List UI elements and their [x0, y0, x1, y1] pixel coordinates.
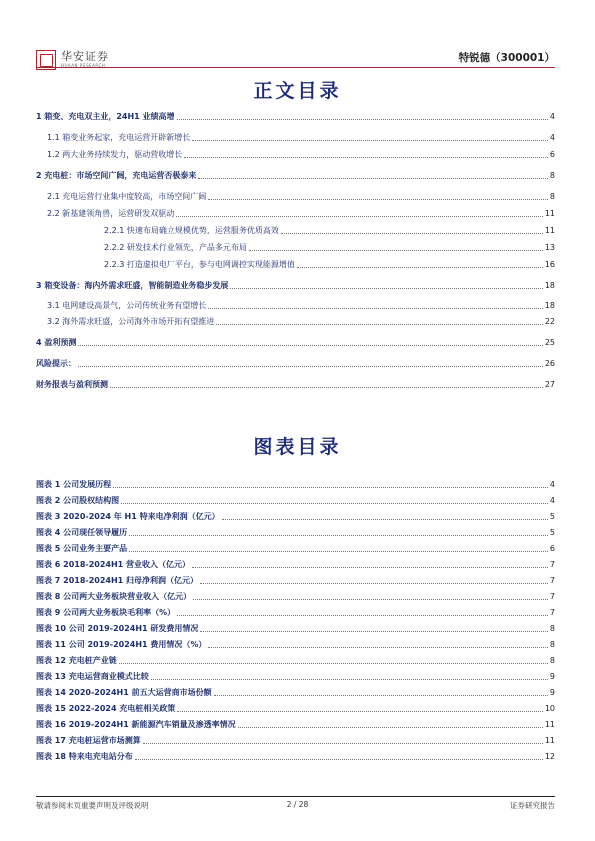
figure-entry-label: 图表 17 充电桩运营市场测算	[36, 736, 141, 745]
toc-entry-page: 4	[549, 112, 555, 121]
figure-entry-page: 5	[549, 528, 555, 537]
figure-entry-label: 图表 15 2022-2024 充电桩相关政策	[36, 704, 176, 713]
figure-entry-label: 图表 6 2018-2024H1 营业收入（亿元）	[36, 560, 191, 569]
footer-report-type: 证券研究报告	[510, 801, 555, 810]
toc-entry[interactable]	[47, 131, 555, 143]
toc-entry-label: 2.2 新基建领角兽，运营研发双驱动	[47, 209, 175, 218]
figure-entry[interactable]	[36, 574, 555, 586]
figure-entry[interactable]	[36, 686, 555, 698]
figure-list-heading: 图表目录	[253, 436, 342, 458]
toc-entry-page: 11	[544, 226, 555, 235]
figure-entry-label: 图表 9 公司两大业务板块毛利率（%）	[36, 608, 176, 617]
toc-entry-page: 22	[544, 317, 555, 326]
figure-entry-page: 12	[544, 752, 555, 761]
header-divider	[36, 67, 555, 68]
toc-entry-page: 26	[544, 359, 555, 368]
footer-disclaimer: 敬请参阅末页重要声明及评级说明	[36, 801, 149, 810]
toc-entry-label: 2.1 充电运营行业集中度较高，市场空间广阔	[47, 192, 207, 201]
toc-entry[interactable]	[47, 299, 555, 311]
logo-chinese-name: 华安证券	[61, 50, 109, 63]
figure-entry-label: 图表 4 公司现任领导履历	[36, 528, 128, 537]
toc-entry[interactable]	[36, 279, 555, 291]
figure-entry-page: 10	[544, 704, 555, 713]
logo-english-name: HUAAN RESEARCH	[61, 63, 106, 68]
toc-entry[interactable]	[47, 207, 555, 219]
footer-divider	[36, 796, 555, 797]
toc-entry-page: 6	[549, 150, 555, 159]
figure-entry-label: 图表 5 公司业务主要产品	[36, 544, 128, 553]
figure-entry-label: 图表 14 2020-2024H1 前五大运营商市场份额	[36, 688, 212, 697]
figure-entry-label: 图表 8 公司两大业务板块营业收入（亿元）	[36, 592, 192, 601]
toc-entry[interactable]	[36, 357, 555, 369]
toc-entry-label: 1.2 两大业务持续发力，驱动营收增长	[47, 150, 183, 159]
figure-entry[interactable]	[36, 558, 555, 570]
figure-entry-page: 6	[549, 544, 555, 553]
toc-entry-label: 2.2.3 打造虚拟电厂平台，参与电网调控实现能源增值	[104, 260, 295, 269]
figure-entry[interactable]	[36, 718, 555, 730]
toc-entry-page: 13	[544, 243, 555, 252]
toc-entry-page: 11	[544, 209, 555, 218]
figure-entry[interactable]	[36, 606, 555, 618]
toc-entry-label: 3.2 海外需求旺盛，公司海外市场开拓有望推进	[47, 317, 215, 326]
toc-entry-label: 3 箱变设备：海内外需求旺盛，智能制造业务稳步发展	[36, 281, 229, 290]
toc-entry-label: 财务报表与盈利预测	[36, 380, 108, 389]
figure-entry-label: 图表 3 2020-2024 年 H1 特来电净利润（亿元）	[36, 512, 220, 521]
figure-entry[interactable]	[36, 734, 555, 746]
toc-entry[interactable]	[47, 315, 555, 327]
figure-entry-page: 7	[549, 576, 555, 585]
toc-entry-page: 16	[544, 260, 555, 269]
figure-entry-page: 11	[544, 736, 555, 745]
figure-entry-page: 11	[544, 720, 555, 729]
figure-entry-label: 图表 2 公司股权结构图	[36, 496, 120, 505]
figure-entry[interactable]	[36, 526, 555, 538]
figure-entry[interactable]	[36, 638, 555, 650]
toc-heading: 正文目录	[253, 80, 342, 102]
figure-entry-label: 图表 12 充电桩产业链	[36, 656, 117, 665]
figure-entry[interactable]	[36, 750, 555, 762]
figure-entry-label: 图表 18 特来电充电站分布	[36, 752, 133, 761]
figure-entry-label: 图表 11 公司 2019-2024H1 费用情况（%）	[36, 640, 207, 649]
figure-entry-label: 图表 7 2018-2024H1 归母净利润（亿元）	[36, 576, 199, 585]
toc-entry-label: 2.2.2 研发技术行业领先，产品多元布局	[104, 243, 247, 252]
figure-entry-label: 图表 16 2019-2024H1 新能源汽车销量及渗透率情况	[36, 720, 236, 729]
figure-entry-page: 4	[549, 480, 555, 489]
toc-entry-label: 风险提示：	[36, 359, 76, 368]
toc-entry-page: 25	[544, 338, 555, 347]
figure-entry-page: 9	[549, 688, 555, 697]
toc-entry-label: 2 充电桩：市场空间广阔，充电运营否极泰来	[36, 171, 197, 180]
toc-entry[interactable]	[47, 190, 555, 202]
toc-entry-label: 2.2.1 快速布局确立规模优势，运营服务优质高效	[104, 226, 279, 235]
figure-entry-page: 5	[549, 512, 555, 521]
figure-entry-label: 图表 1 公司发展历程	[36, 480, 112, 489]
toc-entry-page: 4	[549, 133, 555, 142]
figure-entry-page: 7	[549, 608, 555, 617]
toc-entry[interactable]	[36, 378, 555, 390]
figure-entry[interactable]	[36, 654, 555, 666]
toc-entry-page: 8	[549, 192, 555, 201]
figure-entry-page: 8	[549, 624, 555, 633]
figure-entry-page: 9	[549, 672, 555, 681]
figure-entry[interactable]	[36, 622, 555, 634]
toc-entry[interactable]	[104, 241, 555, 253]
figure-entry-label: 图表 10 公司 2019-2024H1 研发费用情况	[36, 624, 199, 633]
toc-entry-page: 18	[544, 281, 555, 290]
stock-ticker: 特锐德（300001）	[458, 52, 555, 64]
toc-entry[interactable]	[36, 169, 555, 181]
figure-entry[interactable]	[36, 590, 555, 602]
toc-entry-label: 1.1 箱变业务起家，充电运营开辟新增长	[47, 133, 191, 142]
figure-entry[interactable]	[36, 478, 555, 490]
figure-entry[interactable]	[36, 670, 555, 682]
toc-entry-page: 18	[544, 301, 555, 310]
figure-entry-page: 8	[549, 656, 555, 665]
figure-entry-page: 7	[549, 592, 555, 601]
figure-entry[interactable]	[36, 494, 555, 506]
figure-entry-page: 4	[549, 496, 555, 505]
toc-entry[interactable]	[36, 110, 555, 122]
figure-entry-label: 图表 13 充电运营商业模式比较	[36, 672, 149, 681]
figure-entry[interactable]	[36, 510, 555, 522]
page-header	[36, 40, 555, 76]
toc-entry[interactable]	[36, 336, 555, 348]
toc-entry-label: 1 箱变、充电双主业，24H1 业绩高增	[36, 112, 175, 121]
toc-entry-label: 3.1 电网建设高景气，公司传统业务有望增长	[47, 301, 207, 310]
toc-entry[interactable]	[104, 258, 555, 270]
figure-entry[interactable]	[36, 542, 555, 554]
toc-entry[interactable]	[47, 148, 555, 160]
figure-entry[interactable]	[36, 702, 555, 714]
toc-entry-page: 27	[544, 380, 555, 389]
figure-entry-page: 7	[549, 560, 555, 569]
toc-entry-page: 8	[549, 171, 555, 180]
figure-entry-page: 8	[549, 640, 555, 649]
toc-entry[interactable]	[104, 224, 555, 236]
page-number: 2 / 28	[286, 800, 309, 809]
toc-entry-label: 4 盈利预测	[36, 338, 77, 347]
